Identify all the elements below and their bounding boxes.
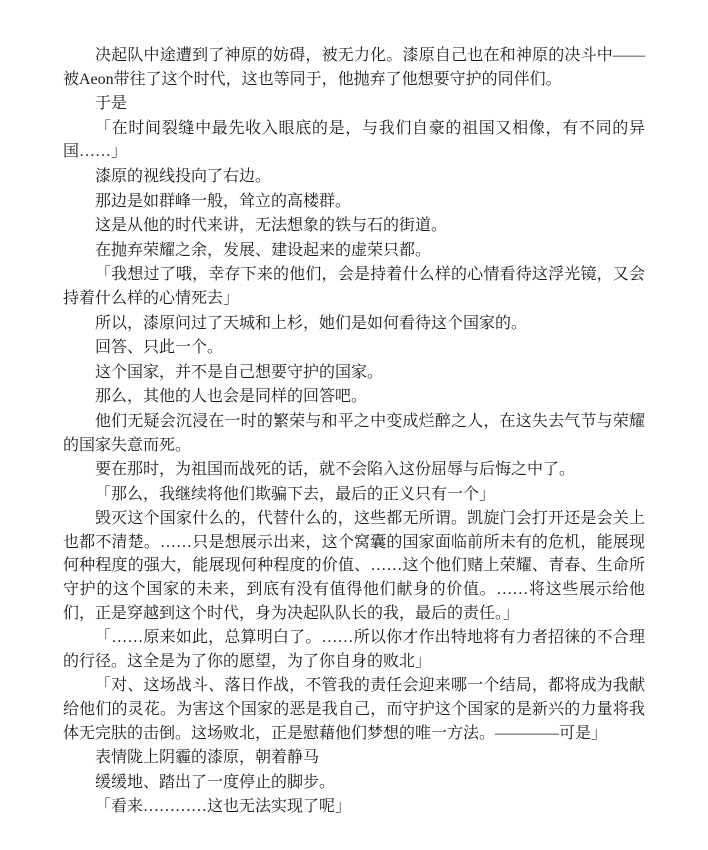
- paragraph: 「……原来如此，总算明白了。……所以你才作出特地将有力者招徕的不合理的行径。这全是为了你的愿望，为了你自身的败北」: [63, 629, 645, 670]
- paragraph: 决起队中途遭到了神原的妨碍，被无力化。漆原自己也在和神原的决斗中——被Aeon带往了这个时代，这也等同于，他抛弃了他想要守护的同伴们。: [63, 47, 645, 88]
- paragraph: 「看来…………这也无法实现了呢」: [95, 798, 352, 816]
- text-body: [63, 44, 645, 819]
- paragraph: 于是: [95, 95, 128, 113]
- paragraph: 缓缓地、踏出了一度停止的脚步。: [95, 773, 336, 791]
- paragraph: 他们无疑会沉浸在一时的繁荣与和平之中变成烂醉之人，在这失去气节与荣耀的国家失意而死。: [63, 412, 645, 454]
- paragraph: 表情陇上阴霾的漆原，朝着静马: [95, 749, 320, 767]
- paragraph: 漆原的视线投向了右边。: [95, 167, 272, 185]
- paragraph: 「我想过了哦，幸存下来的他们，会是持着什么样的心情看待这浮光镜，又会持着什么样的心情死去」: [63, 266, 645, 307]
- paragraph: 在抛弃荣耀之余，发展、建设起来的虚荣只都。: [95, 241, 432, 259]
- paragraph: 要在那时，为祖国而战死的话，就不会陷入这份屈辱与后悔之中了。: [95, 461, 576, 479]
- paragraph: 毁灭这个国家什么的，代替什么的，这些都无所谓。凯旋门会打开还是会关上也都不清楚。……只是想展示出来，这个窝囊的国家面临前所未有的危机，能展现何种程度的强大，能展现何种程度的价值、……这个他们赌上荣耀、青春、生命所守护的这个国家的未来，到底有没有值得他们献身的价值。……将这些展示给他们，正是穿越到这个时代，身为决起队队长的我，最后的责任。」: [63, 510, 645, 622]
- paragraph: 「在时间裂缝中最先收入眼底的是，与我们自豪的祖国又相像，有不同的异国……」: [63, 119, 645, 161]
- paragraph: 「那么，我继续将他们欺骗下去，最后的正义只有一个」: [95, 485, 496, 503]
- paragraph: 那么，其他的人也会是同样的回答吧。: [95, 388, 368, 406]
- paragraph: 回答、只此一个。: [95, 339, 224, 357]
- paragraph: 「对、这场战斗、落日作战，不管我的责任会迎来哪一个结局，都将成为我献给他们的灵花。为害这个国家的恶是我自己，而守护这个国家的是新兴的力量将我体无完肤的击倒。这场败北，正是慰藉他们梦想的唯一方法。————可是」: [63, 677, 645, 742]
- paragraph: 那边是如群峰一般，耸立的高楼群。: [95, 192, 352, 210]
- paragraph: 这个国家，并不是自己想要守护的国家。: [95, 363, 384, 381]
- paragraph: 所以，漆原问过了天城和上杉，她们是如何看待这个国家的。: [95, 314, 528, 332]
- paragraph: 这是从他的时代来讲，无法想象的铁与石的街道。: [95, 217, 448, 235]
